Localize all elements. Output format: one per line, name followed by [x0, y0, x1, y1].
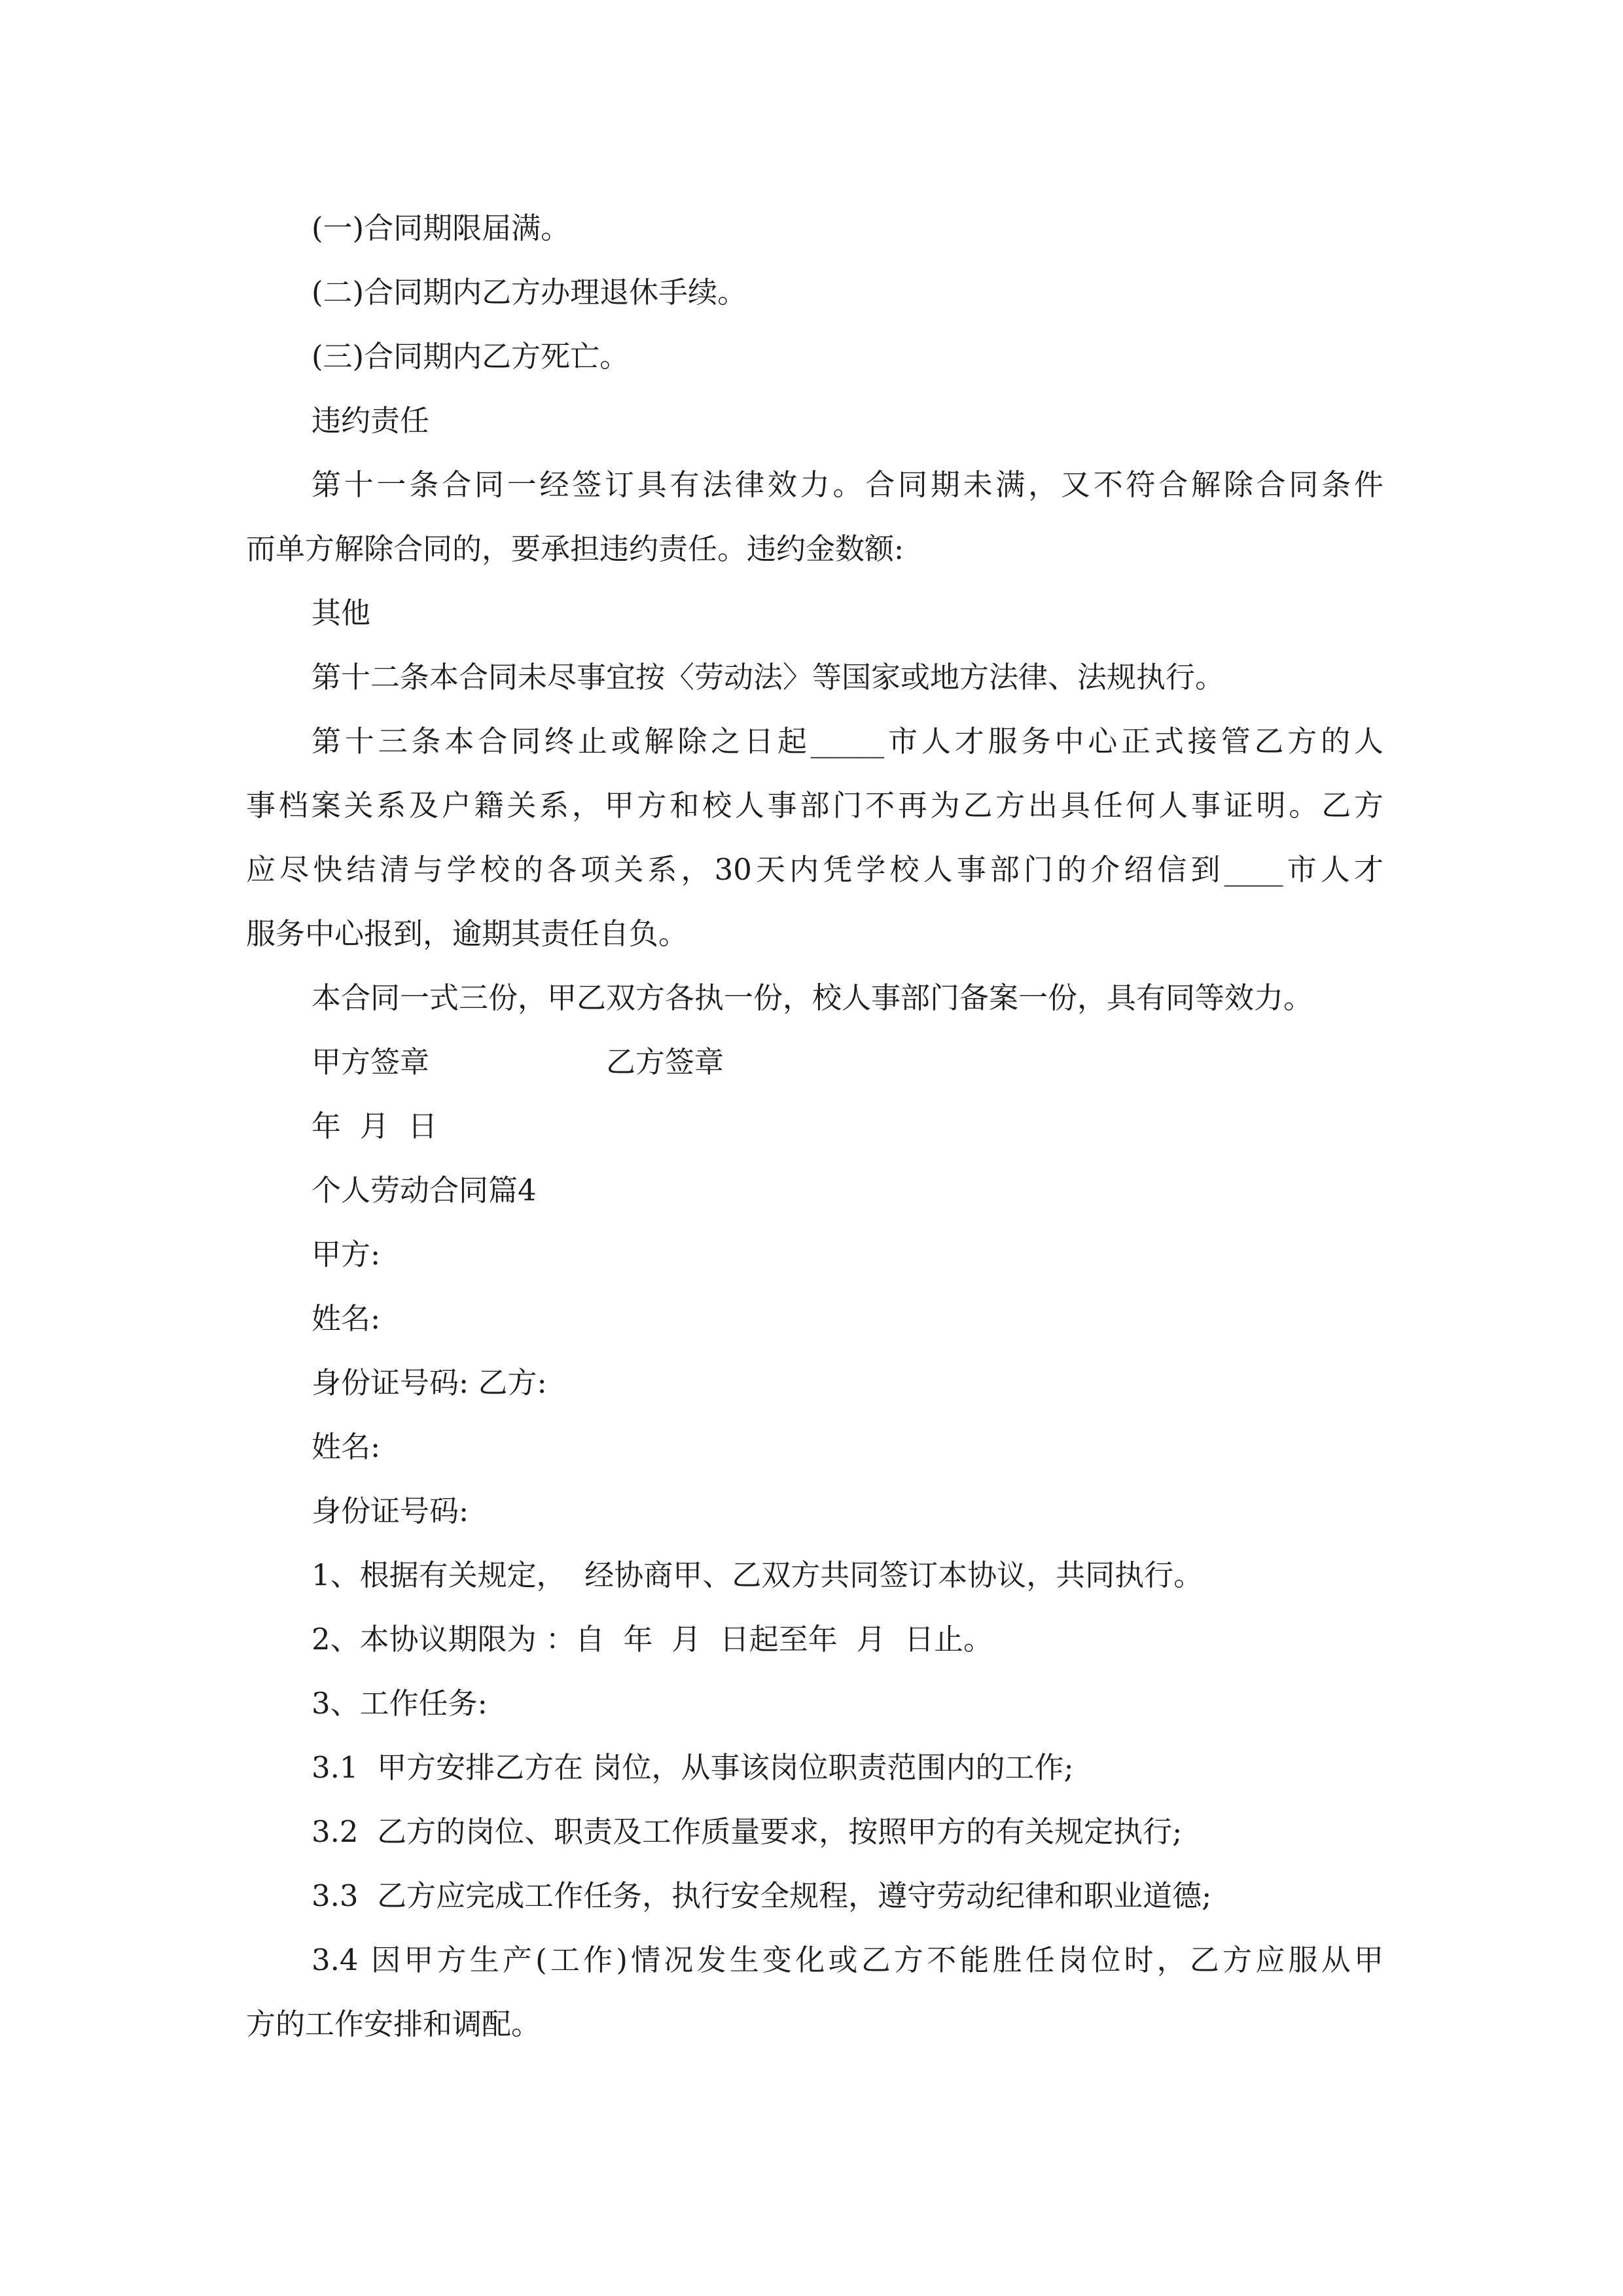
- copies-statement: 本合同一式三份，甲乙双方各执一份，校人事部门备案一份，具有同等效力。: [312, 980, 1313, 1015]
- item-3-4-line-2: 方的工作安排和调配。: [246, 2007, 541, 2041]
- party-a-label: 甲方:: [312, 1237, 381, 1272]
- clause-item-3: (三)合同期内乙方死亡。: [312, 339, 630, 374]
- item-3-3: 3.3 乙方应完成工作任务，执行安全规程，遵守劳动纪律和职业道德;: [312, 1878, 1212, 1913]
- item-3-1: 3.1 甲方安排乙方在 岗位，从事该岗位职责范围内的工作;: [312, 1750, 1074, 1785]
- item-3-2: 3.2 乙方的岗位、职责及工作质量要求，按照甲方的有关规定执行;: [312, 1814, 1183, 1849]
- article-13-line-4: 服务中心报到，逾期其责任自负。: [246, 916, 688, 951]
- party-b-name-label: 姓名:: [312, 1429, 381, 1464]
- section-heading-breach: 违约责任: [312, 403, 430, 438]
- date-line: 年 月 日: [312, 1109, 438, 1143]
- party-b-id-label: 身份证号码:: [312, 1494, 469, 1528]
- article-13-line-2: 事档案关系及户籍关系，甲方和校人事部门不再为乙方出具任何人事证明。乙方: [246, 788, 1383, 823]
- clause-item-2: (二)合同期内乙方办理退休手续。: [312, 275, 747, 310]
- article-13-line-3: 应尽快结清与学校的各项关系，30天内凭学校人事部门的介绍信到____市人才: [246, 852, 1383, 887]
- party-a-id-label: 身份证号码: 乙方:: [312, 1365, 547, 1400]
- item-1: 1、根据有关规定， 经协商甲、乙双方共同签订本协议，共同执行。: [312, 1558, 1204, 1592]
- contract-title: 个人劳动合同篇4: [312, 1173, 537, 1208]
- party-b-signature-label: 乙方签章: [606, 1045, 724, 1079]
- article-11-line-1: 第十一条合同一经签订具有法律效力。合同期未满，又不符合解除合同条件: [312, 467, 1383, 502]
- signature-row: [246, 1030, 1383, 1094]
- party-a-name-label: 姓名:: [312, 1301, 381, 1336]
- item-2: 2、本协议期限为 ：自 年 月 日起至年 月 日止。: [312, 1622, 993, 1657]
- party-a-signature-label: 甲方签章: [312, 1045, 430, 1079]
- article-13-line-1: 第十三条本合同终止或解除之日起_____市人才服务中心正式接管乙方的人: [312, 724, 1383, 759]
- clause-item-1: (一)合同期限届满。: [312, 211, 571, 245]
- document-body: [246, 196, 1383, 2056]
- item-3-4-line-1: 3.4 因甲方生产(工作)情况发生变化或乙方不能胜任岗位时，乙方应服从甲: [312, 1943, 1383, 1977]
- item-3-heading: 3、工作任务:: [312, 1686, 488, 1721]
- section-heading-other: 其他: [312, 596, 371, 630]
- article-12: 第十二条本合同未尽事宜按〈劳动法〉等国家或地方法律、法规执行。: [312, 660, 1225, 694]
- article-11-line-2: 而单方解除合同的，要承担违约责任。违约金数额:: [246, 531, 904, 566]
